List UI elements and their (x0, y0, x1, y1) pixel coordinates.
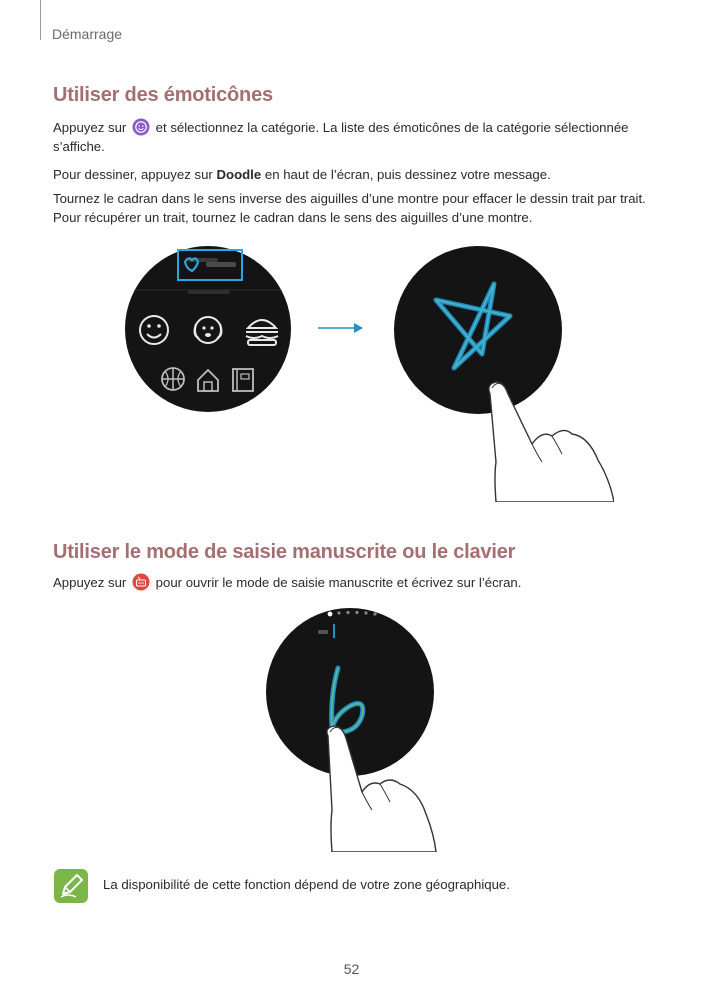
note-pen-icon (54, 869, 88, 903)
watch-handwriting-screen (266, 606, 450, 852)
paragraph-handwriting (53, 573, 653, 592)
page-number: 52 (343, 961, 360, 977)
handwriting-icon (132, 573, 150, 591)
doodle-label: Doodle (216, 167, 262, 182)
basketball-emoji-icon (162, 368, 184, 390)
chapter-header: Démarrage (52, 26, 123, 42)
note-text: La disponibilité de cette fonction dépend de votre zone géographique. (103, 877, 510, 892)
paragraph-bezel: Tournez le cadran dans le sens inverse des aiguilles d’une montre pour effacer le dessin trait par trait. Pour récupérer un trait, tournez le cadran dans le sens des aiguilles d’une montre. (53, 191, 646, 225)
paragraph-doodle (53, 165, 653, 184)
watch-doodle-star (392, 244, 614, 502)
arrow-right-icon (318, 322, 364, 334)
text-fragment: Pour dessiner, appuyez sur (53, 167, 213, 182)
finger-icon (489, 382, 614, 502)
paragraph-emoticons-intro (53, 118, 653, 156)
text-fragment: pour ouvrir le mode de saisie manuscrite et écrivez sur l’écran. (155, 575, 522, 590)
emoticon-icon (132, 118, 150, 136)
header-divider (40, 0, 41, 40)
section-title-handwriting: Utiliser le mode de saisie manuscrite ou le clavier (53, 541, 516, 563)
text-fragment: et sélectionnez la catégorie. La liste des émoticônes de la catégorie sélectionnée s’affiche. (53, 120, 629, 154)
text-fragment: Appuyez sur (53, 120, 127, 135)
text-fragment: en haut de l’écran, puis dessinez votre message. (264, 167, 551, 182)
section-title-emoticons: Utiliser des émoticônes (53, 84, 273, 106)
text-fragment: Appuyez sur (53, 575, 127, 590)
watch-emoticon-screen (122, 244, 294, 414)
